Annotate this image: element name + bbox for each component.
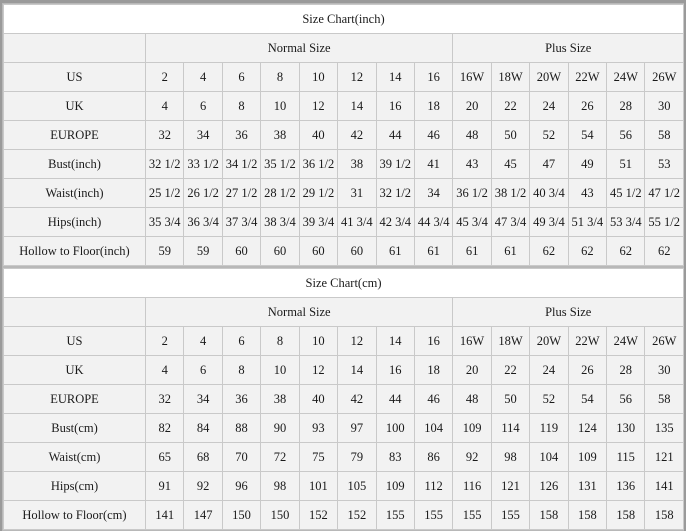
cm-cell: 10 — [261, 356, 299, 385]
cm-cell: 124 — [568, 414, 606, 443]
cm-cell: 24 — [530, 356, 568, 385]
inch-cell: 25 1/2 — [146, 179, 184, 208]
inch-cell: 45 — [491, 150, 529, 179]
inch-cell: 45 3/4 — [453, 208, 491, 237]
cm-cell: 20 — [453, 356, 491, 385]
inch-cell: 59 — [184, 237, 222, 266]
cm-cell: 109 — [453, 414, 491, 443]
inch-cell: 35 1/2 — [261, 150, 299, 179]
cm-cell: 119 — [530, 414, 568, 443]
inch-cell: 47 3/4 — [491, 208, 529, 237]
inch-cell: 20W — [530, 63, 568, 92]
inch-row — [4, 121, 684, 150]
inch-cell: 28 1/2 — [261, 179, 299, 208]
cm-cell: 158 — [645, 501, 684, 530]
cm-cell: 158 — [607, 501, 645, 530]
inch-cell: 37 3/4 — [222, 208, 260, 237]
cm-group-normal: Normal Size — [146, 298, 453, 327]
cm-row — [4, 472, 684, 501]
inch-row — [4, 208, 684, 237]
cm-cell: 79 — [338, 443, 376, 472]
inch-cell: 16 — [376, 92, 414, 121]
cm-cell: 147 — [184, 501, 222, 530]
inch-cell: 60 — [338, 237, 376, 266]
cm-cell: 36 — [222, 385, 260, 414]
cm-cell: 30 — [645, 356, 684, 385]
cm-cell: 14 — [376, 327, 414, 356]
cm-cell: 14 — [338, 356, 376, 385]
cm-cell: 10 — [299, 327, 337, 356]
cm-cell: 72 — [261, 443, 299, 472]
inch-group-normal: Normal Size — [146, 34, 453, 63]
inch-cell: 49 3/4 — [530, 208, 568, 237]
size-chart-inch-table — [3, 4, 684, 266]
cm-cell: 46 — [414, 385, 452, 414]
cm-cell: 38 — [261, 385, 299, 414]
inch-cell: 61 — [414, 237, 452, 266]
inch-cell: 58 — [645, 121, 683, 150]
cm-group-row — [4, 298, 684, 327]
cm-cell: 155 — [376, 501, 414, 530]
inch-cell: 35 3/4 — [146, 208, 184, 237]
cm-cell: 65 — [146, 443, 184, 472]
inch-group-corner — [4, 34, 146, 63]
cm-cell: 82 — [146, 414, 184, 443]
size-chart-cm-body — [4, 269, 684, 530]
cm-cell: 141 — [146, 501, 184, 530]
cm-cell: 22 — [491, 356, 529, 385]
inch-cell: 40 3/4 — [530, 179, 568, 208]
inch-row-label: Hips(inch) — [4, 208, 146, 237]
inch-cell: 16 — [414, 63, 452, 92]
inch-cell: 4 — [146, 92, 184, 121]
cm-cell: 150 — [222, 501, 260, 530]
inch-cell: 32 1/2 — [146, 150, 184, 179]
inch-cell: 50 — [491, 121, 529, 150]
cm-cell: 155 — [491, 501, 529, 530]
inch-cell: 54 — [568, 121, 606, 150]
inch-cell: 12 — [338, 63, 376, 92]
cm-cell: 22W — [568, 327, 606, 356]
inch-cell: 44 3/4 — [414, 208, 452, 237]
inch-cell: 36 1/2 — [453, 179, 491, 208]
inch-cell: 34 — [184, 121, 222, 150]
inch-cell: 60 — [299, 237, 337, 266]
inch-cell: 40 — [299, 121, 337, 150]
inch-cell: 36 — [222, 121, 260, 150]
inch-cell: 27 1/2 — [222, 179, 260, 208]
cm-row-label: UK — [4, 356, 146, 385]
inch-row-label: EUROPE — [4, 121, 146, 150]
cm-cell: 26 — [568, 356, 606, 385]
inch-cell: 18W — [491, 63, 529, 92]
cm-cell: 130 — [607, 414, 645, 443]
cm-cell: 93 — [299, 414, 337, 443]
inch-row — [4, 237, 684, 266]
cm-cell: 70 — [222, 443, 260, 472]
cm-cell: 24W — [607, 327, 645, 356]
cm-cell: 101 — [299, 472, 337, 501]
inch-cell: 47 1/2 — [645, 179, 683, 208]
inch-title: Size Chart(inch) — [4, 5, 684, 34]
cm-cell: 92 — [453, 443, 491, 472]
inch-cell: 36 3/4 — [184, 208, 222, 237]
inch-cell: 26W — [645, 63, 683, 92]
inch-cell: 41 — [414, 150, 452, 179]
cm-cell: 48 — [453, 385, 491, 414]
inch-row-label: UK — [4, 92, 146, 121]
inch-cell: 53 3/4 — [607, 208, 645, 237]
cm-cell: 16 — [376, 356, 414, 385]
cm-row — [4, 414, 684, 443]
inch-cell: 42 — [338, 121, 376, 150]
cm-cell: 158 — [568, 501, 606, 530]
inch-cell: 43 — [568, 179, 606, 208]
cm-row-label: Hollow to Floor(cm) — [4, 501, 146, 530]
cm-cell: 109 — [376, 472, 414, 501]
cm-row — [4, 385, 684, 414]
inch-cell: 59 — [146, 237, 184, 266]
inch-cell: 38 — [261, 121, 299, 150]
cm-cell: 16 — [414, 327, 452, 356]
cm-cell: 83 — [376, 443, 414, 472]
inch-title-row — [4, 5, 684, 34]
cm-cell: 40 — [299, 385, 337, 414]
inch-cell: 44 — [376, 121, 414, 150]
cm-cell: 155 — [414, 501, 452, 530]
cm-row — [4, 501, 684, 530]
size-chart-inch — [2, 3, 684, 267]
inch-group-plus: Plus Size — [453, 34, 684, 63]
cm-cell: 105 — [338, 472, 376, 501]
inch-cell: 60 — [261, 237, 299, 266]
inch-row — [4, 179, 684, 208]
inch-cell: 38 1/2 — [491, 179, 529, 208]
inch-cell: 51 — [607, 150, 645, 179]
cm-cell: 158 — [530, 501, 568, 530]
inch-cell: 34 1/2 — [222, 150, 260, 179]
cm-cell: 50 — [491, 385, 529, 414]
cm-cell: 135 — [645, 414, 684, 443]
cm-title: Size Chart(cm) — [4, 269, 684, 298]
inch-group-row — [4, 34, 684, 63]
inch-cell: 43 — [453, 150, 491, 179]
inch-cell: 61 — [376, 237, 414, 266]
cm-row-label: EUROPE — [4, 385, 146, 414]
cm-cell: 8 — [222, 356, 260, 385]
inch-cell: 16W — [453, 63, 491, 92]
inch-cell: 49 — [568, 150, 606, 179]
inch-cell: 24W — [607, 63, 645, 92]
inch-cell: 32 1/2 — [376, 179, 414, 208]
cm-cell: 12 — [338, 327, 376, 356]
cm-cell: 52 — [530, 385, 568, 414]
inch-cell: 38 3/4 — [261, 208, 299, 237]
inch-cell: 45 1/2 — [607, 179, 645, 208]
inch-cell: 20 — [453, 92, 491, 121]
cm-cell: 104 — [530, 443, 568, 472]
inch-cell: 60 — [222, 237, 260, 266]
cm-cell: 56 — [607, 385, 645, 414]
cm-cell: 6 — [184, 356, 222, 385]
inch-cell: 8 — [261, 63, 299, 92]
inch-cell: 38 — [338, 150, 376, 179]
inch-cell: 34 — [414, 179, 452, 208]
inch-cell: 53 — [645, 150, 683, 179]
inch-cell: 41 3/4 — [338, 208, 376, 237]
cm-cell: 42 — [338, 385, 376, 414]
inch-cell: 18 — [414, 92, 452, 121]
cm-cell: 18 — [414, 356, 452, 385]
inch-cell: 10 — [299, 63, 337, 92]
inch-cell: 30 — [645, 92, 683, 121]
inch-cell: 14 — [338, 92, 376, 121]
cm-cell: 4 — [146, 356, 184, 385]
cm-cell: 58 — [645, 385, 684, 414]
inch-cell: 47 — [530, 150, 568, 179]
cm-cell: 12 — [299, 356, 337, 385]
cm-title-row — [4, 269, 684, 298]
cm-cell: 150 — [261, 501, 299, 530]
inch-cell: 26 1/2 — [184, 179, 222, 208]
cm-cell: 18W — [491, 327, 529, 356]
inch-cell: 4 — [184, 63, 222, 92]
cm-cell: 100 — [376, 414, 414, 443]
inch-cell: 42 3/4 — [376, 208, 414, 237]
cm-group-corner — [4, 298, 146, 327]
inch-cell: 28 — [607, 92, 645, 121]
inch-cell: 36 1/2 — [299, 150, 337, 179]
cm-row-label: Bust(cm) — [4, 414, 146, 443]
inch-cell: 12 — [299, 92, 337, 121]
inch-cell: 22 — [491, 92, 529, 121]
inch-cell: 52 — [530, 121, 568, 150]
inch-cell: 39 1/2 — [376, 150, 414, 179]
inch-cell: 31 — [338, 179, 376, 208]
cm-cell: 4 — [184, 327, 222, 356]
cm-cell: 88 — [222, 414, 260, 443]
cm-cell: 152 — [299, 501, 337, 530]
inch-cell: 61 — [491, 237, 529, 266]
cm-cell: 26W — [645, 327, 684, 356]
inch-row-label: Hollow to Floor(inch) — [4, 237, 146, 266]
cm-cell: 96 — [222, 472, 260, 501]
inch-cell: 62 — [607, 237, 645, 266]
cm-cell: 92 — [184, 472, 222, 501]
inch-row-label: Bust(inch) — [4, 150, 146, 179]
cm-row — [4, 327, 684, 356]
cm-cell: 84 — [184, 414, 222, 443]
inch-cell: 6 — [222, 63, 260, 92]
inch-cell: 2 — [146, 63, 184, 92]
cm-cell: 20W — [530, 327, 568, 356]
cm-group-plus: Plus Size — [453, 298, 684, 327]
cm-cell: 8 — [261, 327, 299, 356]
inch-cell: 56 — [607, 121, 645, 150]
inch-cell: 6 — [184, 92, 222, 121]
inch-cell: 26 — [568, 92, 606, 121]
cm-cell: 91 — [146, 472, 184, 501]
inch-cell: 29 1/2 — [299, 179, 337, 208]
cm-cell: 126 — [530, 472, 568, 501]
cm-cell: 75 — [299, 443, 337, 472]
cm-cell: 34 — [184, 385, 222, 414]
inch-cell: 24 — [530, 92, 568, 121]
inch-cell: 33 1/2 — [184, 150, 222, 179]
size-chart-inch-body — [4, 5, 684, 266]
cm-cell: 131 — [568, 472, 606, 501]
inch-cell: 32 — [146, 121, 184, 150]
cm-cell: 2 — [146, 327, 184, 356]
inch-cell: 55 1/2 — [645, 208, 683, 237]
cm-cell: 68 — [184, 443, 222, 472]
cm-cell: 98 — [261, 472, 299, 501]
inch-row — [4, 63, 684, 92]
inch-row-label: US — [4, 63, 146, 92]
cm-row-label: Waist(cm) — [4, 443, 146, 472]
cm-cell: 112 — [414, 472, 452, 501]
cm-row-label: US — [4, 327, 146, 356]
cm-row — [4, 443, 684, 472]
size-chart-cm — [2, 267, 684, 531]
inch-cell: 39 3/4 — [299, 208, 337, 237]
inch-cell: 62 — [568, 237, 606, 266]
cm-cell: 115 — [607, 443, 645, 472]
cm-cell: 109 — [568, 443, 606, 472]
cm-cell: 121 — [491, 472, 529, 501]
inch-cell: 62 — [530, 237, 568, 266]
cm-row — [4, 356, 684, 385]
cm-cell: 86 — [414, 443, 452, 472]
cm-cell: 44 — [376, 385, 414, 414]
cm-cell: 155 — [453, 501, 491, 530]
inch-cell: 46 — [414, 121, 452, 150]
cm-cell: 54 — [568, 385, 606, 414]
cm-cell: 90 — [261, 414, 299, 443]
cm-cell: 121 — [645, 443, 684, 472]
inch-cell: 22W — [568, 63, 606, 92]
size-chart-cm-table — [3, 268, 684, 530]
inch-cell: 10 — [261, 92, 299, 121]
inch-cell: 51 3/4 — [568, 208, 606, 237]
inch-cell: 62 — [645, 237, 683, 266]
inch-cell: 61 — [453, 237, 491, 266]
cm-cell: 16W — [453, 327, 491, 356]
cm-cell: 136 — [607, 472, 645, 501]
inch-cell: 14 — [376, 63, 414, 92]
inch-cell: 48 — [453, 121, 491, 150]
cm-cell: 6 — [222, 327, 260, 356]
inch-row-label: Waist(inch) — [4, 179, 146, 208]
inch-row — [4, 92, 684, 121]
cm-cell: 114 — [491, 414, 529, 443]
cm-cell: 28 — [607, 356, 645, 385]
inch-row — [4, 150, 684, 179]
cm-row-label: Hips(cm) — [4, 472, 146, 501]
cm-cell: 141 — [645, 472, 684, 501]
cm-cell: 97 — [338, 414, 376, 443]
cm-cell: 104 — [414, 414, 452, 443]
cm-cell: 152 — [338, 501, 376, 530]
cm-cell: 32 — [146, 385, 184, 414]
inch-cell: 8 — [222, 92, 260, 121]
cm-cell: 116 — [453, 472, 491, 501]
cm-cell: 98 — [491, 443, 529, 472]
